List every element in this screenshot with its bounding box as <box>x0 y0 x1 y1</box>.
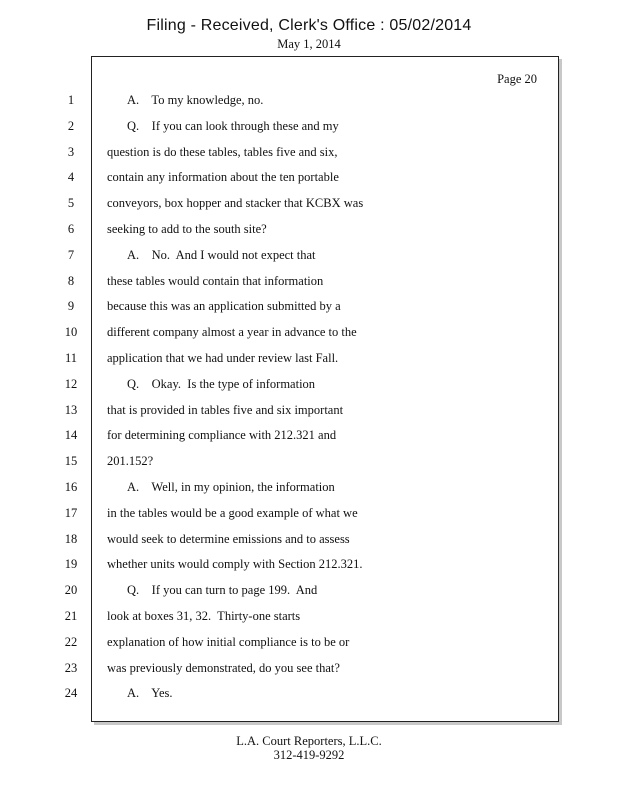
transcript-line <box>0 480 618 498</box>
transcript-line <box>0 299 618 317</box>
line-number: 14 <box>64 428 78 443</box>
transcript-line <box>0 661 618 679</box>
line-text: A. Yes. <box>127 686 173 701</box>
transcript-line <box>0 248 618 266</box>
line-text: application that we had under review last Fall. <box>107 351 339 365</box>
line-number: 16 <box>64 480 78 494</box>
line-number: 18 <box>64 531 78 546</box>
transcript-line <box>0 532 618 550</box>
reporter-phone: 312-419-9292 <box>273 748 345 762</box>
transcript-line <box>0 351 618 369</box>
transcript-line <box>0 428 618 446</box>
line-text: question is do these tables, tables five and six, <box>107 144 338 159</box>
line-text: A. No. And I would not expect that <box>127 247 316 262</box>
transcript-line <box>0 377 618 395</box>
line-number: 10 <box>64 325 78 340</box>
transcript-line <box>0 609 618 627</box>
transcript-line <box>0 686 618 704</box>
line-number: 19 <box>64 557 78 572</box>
line-number: 11 <box>64 351 78 365</box>
line-text: was previously demonstrated, do you see that? <box>107 660 340 675</box>
line-text: Q. If you can turn to page 199. And <box>127 583 318 598</box>
line-text: different company almost a year in advance to the <box>107 325 357 340</box>
line-number: 4 <box>67 170 75 185</box>
line-number: 21 <box>64 609 78 623</box>
transcript-line <box>0 506 618 524</box>
line-number: 22 <box>64 634 78 649</box>
line-text: A. To my knowledge, no. <box>127 93 264 107</box>
line-number: 1 <box>67 93 75 107</box>
transcript-line <box>0 403 618 421</box>
line-number: 17 <box>64 505 78 520</box>
line-text: would seek to determine emissions and to assess <box>107 531 350 546</box>
reporter-company: L.A. Court Reporters, L.L.C. <box>236 734 382 748</box>
transcript-line <box>0 557 618 575</box>
line-number: 2 <box>67 118 75 133</box>
line-number: 20 <box>64 583 78 598</box>
line-text: whether units would comply with Section 212.321. <box>107 557 363 572</box>
line-number: 23 <box>64 660 78 675</box>
transcript-line <box>0 325 618 343</box>
line-text: in the tables would be a good example of what we <box>107 505 358 520</box>
line-number: 5 <box>67 196 75 211</box>
transcript-date: May 1, 2014 <box>277 37 341 51</box>
line-text: Q. Okay. Is the type of information <box>127 376 316 391</box>
filing-stamp: Filing - Received, Clerk's Office : 05/02/2014 <box>146 17 472 34</box>
transcript-line <box>0 583 618 601</box>
transcript-line <box>0 454 618 472</box>
transcript-line <box>0 119 618 137</box>
line-number: 12 <box>64 376 78 391</box>
line-text: look at boxes 31, 32. Thirty-one starts <box>107 609 301 623</box>
line-text: seeking to add to the south site? <box>107 222 267 236</box>
line-text: that is provided in tables five and six important <box>107 402 344 417</box>
transcript-line <box>0 274 618 292</box>
transcript-line <box>0 170 618 188</box>
line-number: 15 <box>64 454 78 469</box>
line-number: 8 <box>67 273 75 288</box>
transcript-line <box>0 196 618 214</box>
transcript-line <box>0 93 618 111</box>
line-number: 3 <box>67 144 75 159</box>
transcript-line <box>0 222 618 240</box>
line-text: contain any information about the ten portable <box>107 170 339 185</box>
line-text: A. Well, in my opinion, the information <box>127 480 335 494</box>
line-number: 24 <box>64 686 78 701</box>
line-text: Q. If you can look through these and my <box>127 118 339 133</box>
line-number: 6 <box>67 222 75 236</box>
page-number: Page 20 <box>497 72 537 86</box>
line-number: 7 <box>67 247 75 262</box>
line-text: because this was an application submitted by a <box>107 299 341 314</box>
line-text: explanation of how initial compliance is to be or <box>107 634 350 649</box>
line-number: 9 <box>67 299 75 314</box>
transcript-line <box>0 145 618 163</box>
line-text: for determining compliance with 212.321 and <box>107 428 337 443</box>
line-text: 201.152? <box>107 454 154 469</box>
transcript-line <box>0 635 618 653</box>
line-text: conveyors, box hopper and stacker that KCBX was <box>107 196 364 211</box>
line-number: 13 <box>64 402 78 417</box>
line-text: these tables would contain that information <box>107 273 324 288</box>
